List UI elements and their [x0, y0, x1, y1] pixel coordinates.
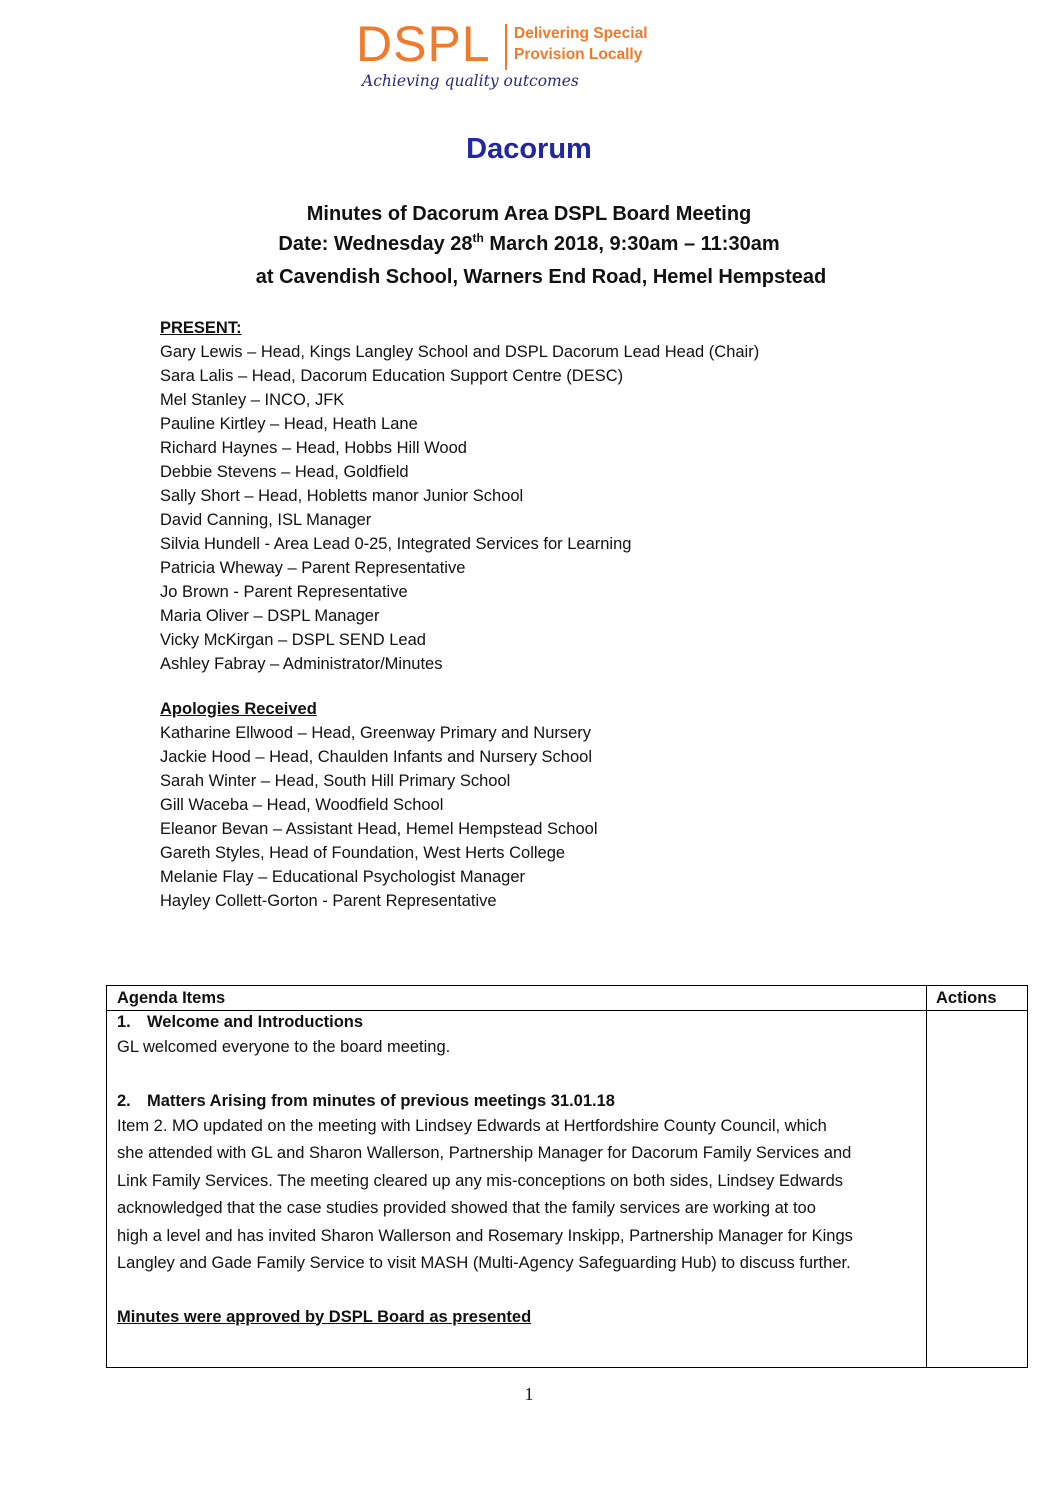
agenda-item-number: 1. [117, 1013, 131, 1031]
attendee: Pauline Kirtley – Head, Heath Lane [160, 415, 418, 433]
meeting-date-prefix: Date: Wednesday 28 [278, 233, 473, 255]
meeting-date-suffix: March 2018, 9:30am – 11:30am [483, 233, 780, 255]
meeting-date-ordinal: th [472, 231, 484, 245]
attendee: Silvia Hundell - Area Lead 0-25, Integrated Services for Learning [160, 535, 632, 553]
apology: Sarah Winter – Head, South Hill Primary School [160, 772, 511, 790]
logo-divider [505, 24, 507, 70]
attendee: Gary Lewis – Head, Kings Langley School and DSPL Dacorum Lead Head (Chair) [160, 343, 760, 361]
approval-statement: Minutes were approved by DSPL Board as presented [117, 1307, 532, 1326]
present-title: PRESENT: [160, 319, 242, 337]
agenda-item-text: GL welcomed everyone to the board meeting. [117, 1038, 451, 1056]
attendee: Debbie Stevens – Head, Goldfield [160, 463, 409, 481]
apology: Hayley Collett-Gorton - Parent Representative [160, 892, 497, 910]
actions-header: Actions [936, 989, 997, 1007]
apology: Jackie Hood – Head, Chaulden Infants and Nursery School [160, 748, 593, 766]
agenda-table [106, 985, 1028, 1368]
minutes-title: Minutes of Dacorum Area DSPL Board Meeting [306, 203, 752, 225]
logo-tagline-line2: Provision Locally [514, 46, 643, 63]
agenda-item-text-line: she attended with GL and Sharon Wallerson, Partnership Manager for Dacorum Family Services and [117, 1144, 852, 1162]
apology: Katharine Ellwood – Head, Greenway Primary and Nursery [160, 724, 592, 742]
meeting-location: at Cavendish School, Warners End Road, Hemel Hempstead [255, 266, 827, 288]
attendee: Mel Stanley – INCO, JFK [160, 391, 345, 409]
attendee: Patricia Wheway – Parent Representative [160, 559, 466, 577]
page-number: 1 [524, 1384, 534, 1404]
attendee: Sara Lalis – Head, Dacorum Education Support Centre (DESC) [160, 367, 624, 385]
agenda-item-text-line: Item 2. MO updated on the meeting with Lindsey Edwards at Hertfordshire County Council, which [117, 1116, 827, 1135]
attendee: Sally Short – Head, Hobletts manor Junior School [160, 487, 524, 505]
apology: Melanie Flay – Educational Psychologist Manager [160, 868, 526, 886]
present-section [160, 316, 960, 676]
attendee: Maria Oliver – DSPL Manager [160, 607, 380, 625]
attendee: Vicky McKirgan – DSPL SEND Lead [160, 631, 426, 649]
agenda-item-heading: Welcome and Introductions [147, 1013, 364, 1031]
agenda-item-number: 2. [117, 1091, 131, 1110]
logo-wordmark: DSPL [356, 16, 491, 72]
logo-tagline [514, 23, 694, 65]
agenda-body [117, 1010, 917, 1329]
column-divider [926, 986, 927, 1367]
meeting-date [0, 229, 1058, 259]
apologies-section [160, 697, 960, 913]
apology: Eleanor Bevan – Assistant Head, Hemel Hempstead School [160, 820, 598, 838]
attendee: Ashley Fabray – Administrator/Minutes [160, 655, 443, 673]
agenda-item-text-line: high a level and has invited Sharon Wallerson and Rosemary Inskipp, Partnership Manager for Kings [117, 1226, 853, 1245]
logo-slogan: Achieving quality outcomes [362, 72, 579, 90]
attendee: Jo Brown - Parent Representative [160, 583, 408, 601]
agenda-item-title [117, 1010, 917, 1034]
agenda-item-text-line: acknowledged that the case studies provided showed that the family services are working at too [117, 1199, 816, 1217]
agenda-item-title [117, 1089, 917, 1113]
attendee: Richard Haynes – Head, Hobbs Hill Wood [160, 439, 467, 457]
spacer [117, 1278, 917, 1305]
apology: Gareth Styles, Head of Foundation, West Herts College [160, 844, 566, 862]
agenda-items-header: Agenda Items [117, 989, 226, 1007]
apology: Gill Waceba – Head, Woodfield School [160, 796, 444, 814]
spacer [117, 1062, 917, 1089]
agenda-item-text-line: Langley and Gade Family Service to visit MASH (Multi-Agency Safeguarding Hub) to discuss further. [117, 1254, 851, 1272]
agenda-item-heading: Matters Arising from minutes of previous meetings 31.01.18 [147, 1091, 615, 1110]
dspl-logo [356, 14, 686, 104]
agenda-item-text-line: Link Family Services. The meeting cleared up any mis-conceptions on both sides, Lindsey Edwards [117, 1171, 844, 1190]
apologies-title: Apologies Received [160, 700, 317, 718]
logo-tagline-line1: Delivering Special [514, 25, 648, 42]
attendee: David Canning, ISL Manager [160, 511, 372, 529]
area-title: Dacorum [466, 133, 592, 165]
